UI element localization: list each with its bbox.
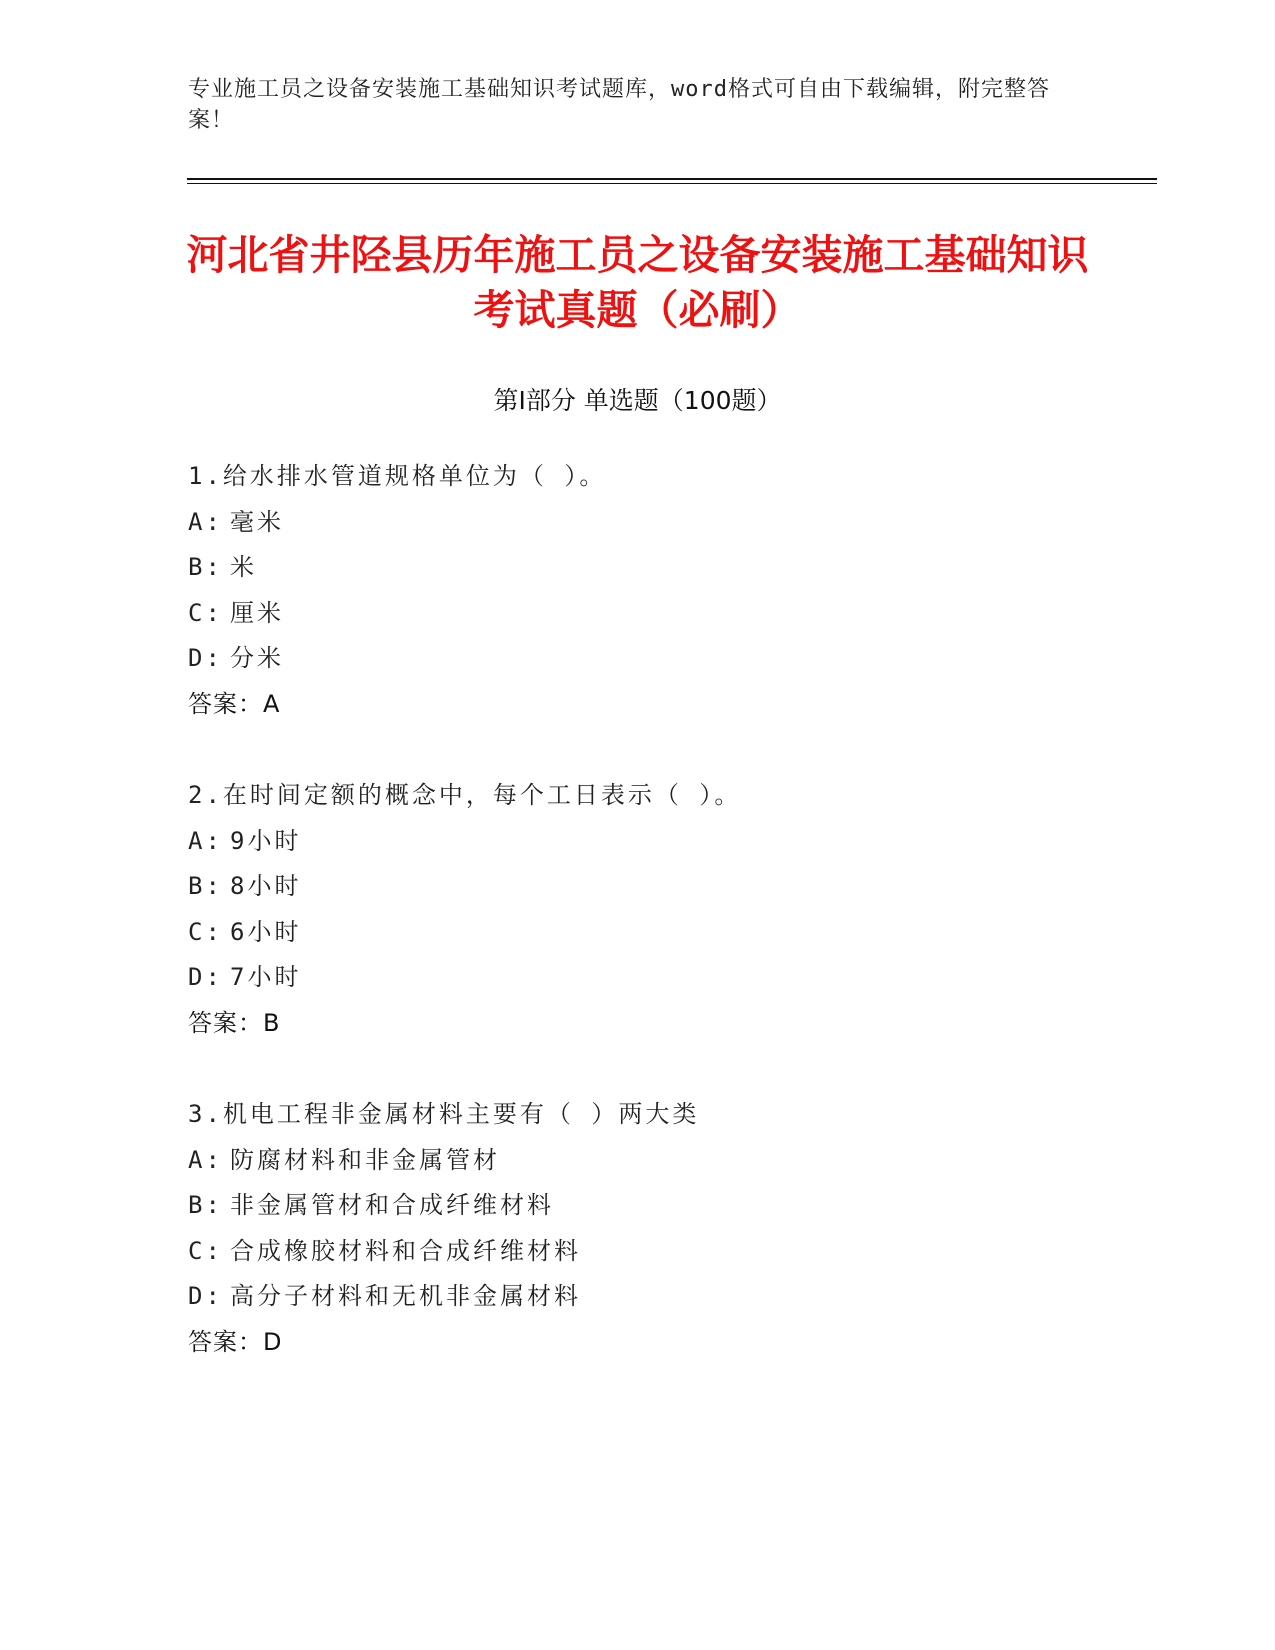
option-text: 6小时 xyxy=(230,917,302,946)
option-c xyxy=(188,591,1188,637)
header-divider-thin xyxy=(187,183,1157,184)
option-letter: B: xyxy=(188,872,223,900)
option-letter: D: xyxy=(188,1282,223,1310)
question-stem: 2.在时间定额的概念中，每个工日表示（ ）。 xyxy=(188,781,742,809)
document-title: 河北省井陉县历年施工员之设备安装施工基础知识考试真题（必刷） xyxy=(186,231,1089,334)
answer-line: 答案：A xyxy=(188,689,281,718)
option-letter: B: xyxy=(188,1191,223,1219)
header-note: 专业施工员之设备安装施工基础知识考试题库，word格式可自由下载编辑，附完整答案！ xyxy=(188,77,1050,133)
option-d xyxy=(188,1274,1188,1320)
option-c xyxy=(188,910,1188,956)
option-letter: A: xyxy=(188,1145,223,1174)
option-d xyxy=(188,955,1188,1001)
question-2 xyxy=(188,773,1188,1046)
answer-line: 答案：B xyxy=(188,1008,281,1037)
question-stem: 3.机电工程非金属材料主要有（ ）两大类 xyxy=(188,1100,700,1128)
question-stem: 1.给水排水管道规格单位为（ ）。 xyxy=(188,462,607,490)
option-text: 8小时 xyxy=(230,872,302,900)
option-d xyxy=(188,636,1188,682)
option-text: 毫米 xyxy=(230,507,284,536)
option-text: 合成橡胶材料和合成纤维材料 xyxy=(230,1236,581,1265)
section-title: 第Ⅰ部分 单选题（100题） xyxy=(493,386,782,415)
option-text: 9小时 xyxy=(230,826,302,855)
option-c xyxy=(188,1229,1188,1275)
header-divider-thick xyxy=(187,178,1157,180)
option-text: 高分子材料和无机非金属材料 xyxy=(230,1282,581,1310)
answer-line: 答案：D xyxy=(188,1327,283,1356)
option-b xyxy=(188,1183,1188,1229)
option-letter: B: xyxy=(188,553,223,581)
question-1 xyxy=(188,454,1188,727)
option-letter: A: xyxy=(188,507,223,536)
option-b xyxy=(188,545,1188,591)
option-a xyxy=(188,500,1188,546)
option-a xyxy=(188,819,1188,865)
option-letter: C: xyxy=(188,598,223,627)
option-letter: D: xyxy=(188,644,223,672)
option-b xyxy=(188,864,1188,910)
option-text: 厘米 xyxy=(230,598,284,627)
option-letter: A: xyxy=(188,826,223,855)
option-text: 防腐材料和非金属管材 xyxy=(230,1145,500,1174)
option-text: 米 xyxy=(230,553,257,581)
option-letter: D: xyxy=(188,963,223,991)
option-letter: C: xyxy=(188,1236,223,1265)
option-text: 7小时 xyxy=(230,963,302,991)
question-3 xyxy=(188,1092,1188,1365)
option-text: 非金属管材和合成纤维材料 xyxy=(230,1191,554,1219)
option-a xyxy=(188,1138,1188,1184)
option-letter: C: xyxy=(188,917,223,946)
option-text: 分米 xyxy=(230,644,284,672)
